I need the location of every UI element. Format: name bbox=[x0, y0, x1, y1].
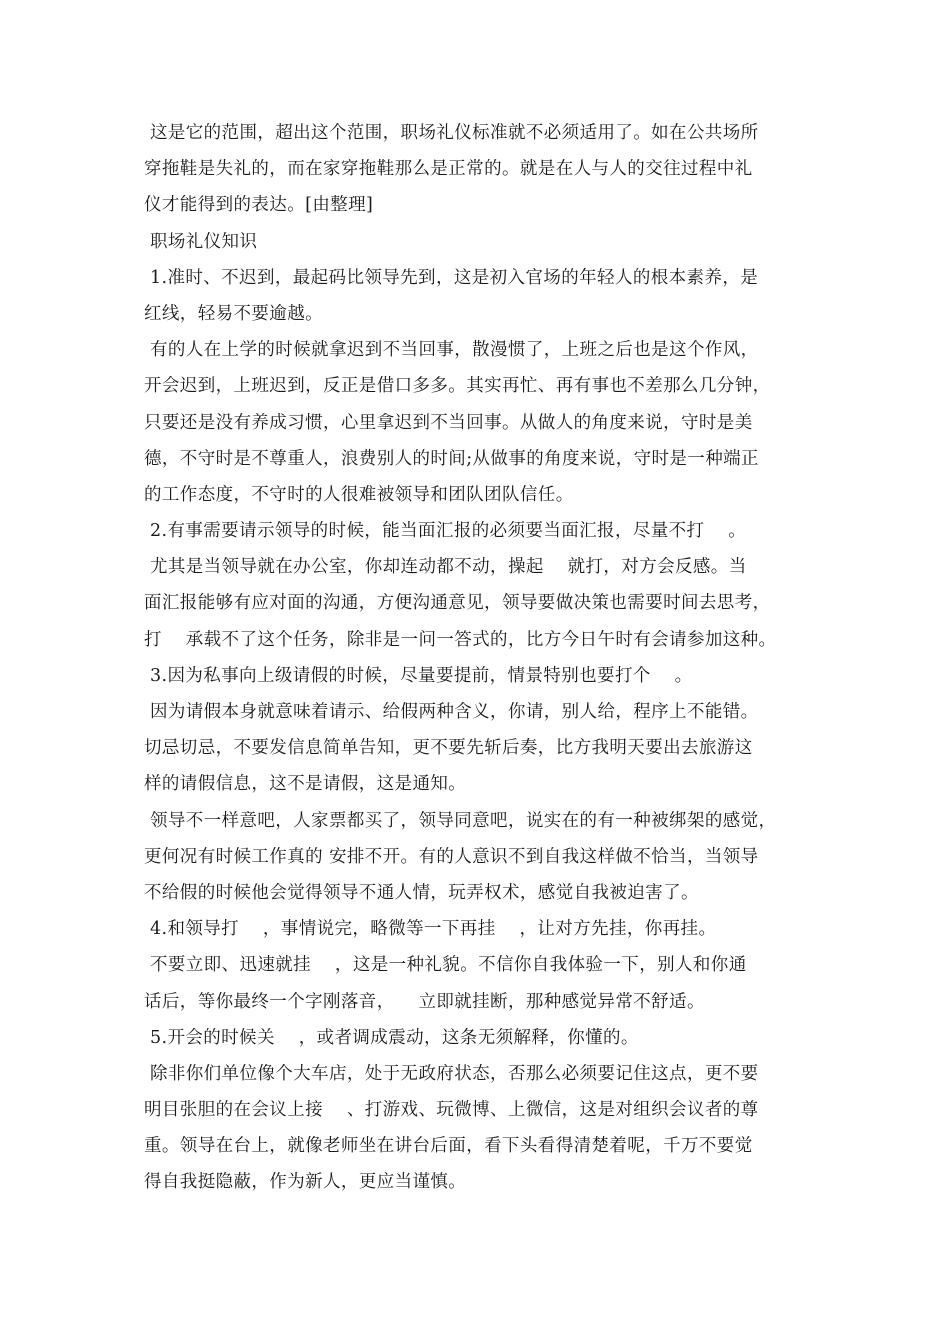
text-line: 重。领导在台上，就像老师坐在讲台后面，看下头看得清楚着呢，千万不要觉 bbox=[144, 1136, 753, 1157]
text-line: 5.开会的时候关 ，或者调成震动，这条无须解释，你懂的。 bbox=[144, 1027, 639, 1048]
text-line: 领导不一样意吧，人家票都买了，领导同意吧，说实在的有一种被绑架的感觉， bbox=[144, 810, 777, 831]
text-line: 尤其是当领导就在办公室，你却连动都不动，操起 就打，对方会反感。当 bbox=[144, 557, 747, 578]
text-line: 红线，轻易不要逾越。 bbox=[144, 303, 323, 324]
text-line: 话后，等你最终一个字刚落音， 立即就挂断，那种感觉异常不舒适。 bbox=[144, 991, 705, 1012]
text-line: 德，不守时是不尊重人，浪费别人的时间;从做事的角度来说，守时是一种端正 bbox=[144, 448, 759, 469]
body-text bbox=[144, 115, 834, 1201]
text-line: 4.和领导打 ，事情说完，略微等一下再挂 ，让对方先挂，你再挂。 bbox=[144, 919, 717, 940]
text-line: 开会迟到，上班迟到，反正是借口多多。其实再忙、再有事也不差那么几分钟， bbox=[144, 376, 771, 397]
text-line: 面汇报能够有应对面的沟通，方便沟通意见，领导要做决策也需要时间去思考， bbox=[144, 593, 771, 614]
text-line: 2.有事需要请示领导的时候，能当面汇报的必须要当面汇报，尽量不打 。 bbox=[144, 521, 747, 542]
text-line: 不要立即、迅速就挂 ，这是一种礼貌。不信你自我体验一下，别人和你通 bbox=[144, 955, 747, 976]
text-line: 切忌切忌，不要发信息简单告知，更不要先斩后奏，比方我明天要出去旅游这 bbox=[144, 738, 753, 759]
text-line: 这是它的范围，超出这个范围，职场礼仪标准就不必须适用了。如在公共场所 bbox=[144, 123, 759, 143]
text-line: 样的请假信息，这不是请假，这是通知。 bbox=[144, 774, 467, 795]
text-line: 有的人在上学的时候就拿迟到不当回事，散漫惯了，上班之后也是这个作风， bbox=[144, 340, 759, 361]
text-line: 不给假的时候他会觉得领导不通人情，玩弄权术，感觉自我被迫害了。 bbox=[144, 882, 699, 903]
text-line: 1.准时、不迟到，最起码比领导先到，这是初入官场的年轻人的根本素养，是 bbox=[144, 267, 759, 288]
text-line: 3.因为私事向上级请假的时候，尽量要提前，情景特别也要打个 。 bbox=[144, 665, 693, 686]
text-line: 更何况有时候工作真的 安排不开。有的人意识不到自我这样做不恰当，当领导 bbox=[144, 846, 759, 867]
text-line: 明目张胆的在会议上接 、打游戏、玩微博、上微信，这是对组织会议者的尊 bbox=[144, 1100, 759, 1121]
text-line: 打 承载不了这个任务，除非是一问一答式的，比方今日午时有会请参加这种。 bbox=[144, 629, 777, 650]
text-line: 的工作态度，不守时的人很难被领导和团队团队信任。 bbox=[144, 484, 574, 505]
text-line: 除非你们单位像个大车店，处于无政府状态，否那么必须要记住这点，更不要 bbox=[144, 1063, 759, 1084]
text-line: 仪才能得到的表达。[由整理] bbox=[144, 195, 374, 216]
section-heading: 职场礼仪知识 bbox=[144, 231, 258, 252]
text-line: 因为请假本身就意味着请示、给假两种含义，你请，别人给，程序上不能错。 bbox=[144, 702, 759, 722]
text-line: 得自我挺隐蔽，作为新人，更应当谨慎。 bbox=[144, 1172, 467, 1193]
text-line: 穿拖鞋是失礼的，而在家穿拖鞋那么是正常的。就是在人与人的交往过程中礼 bbox=[144, 159, 753, 180]
text-line: 只要还是没有养成习惯，心里拿迟到不当回事。从做人的角度来说，守时是美 bbox=[144, 412, 753, 433]
